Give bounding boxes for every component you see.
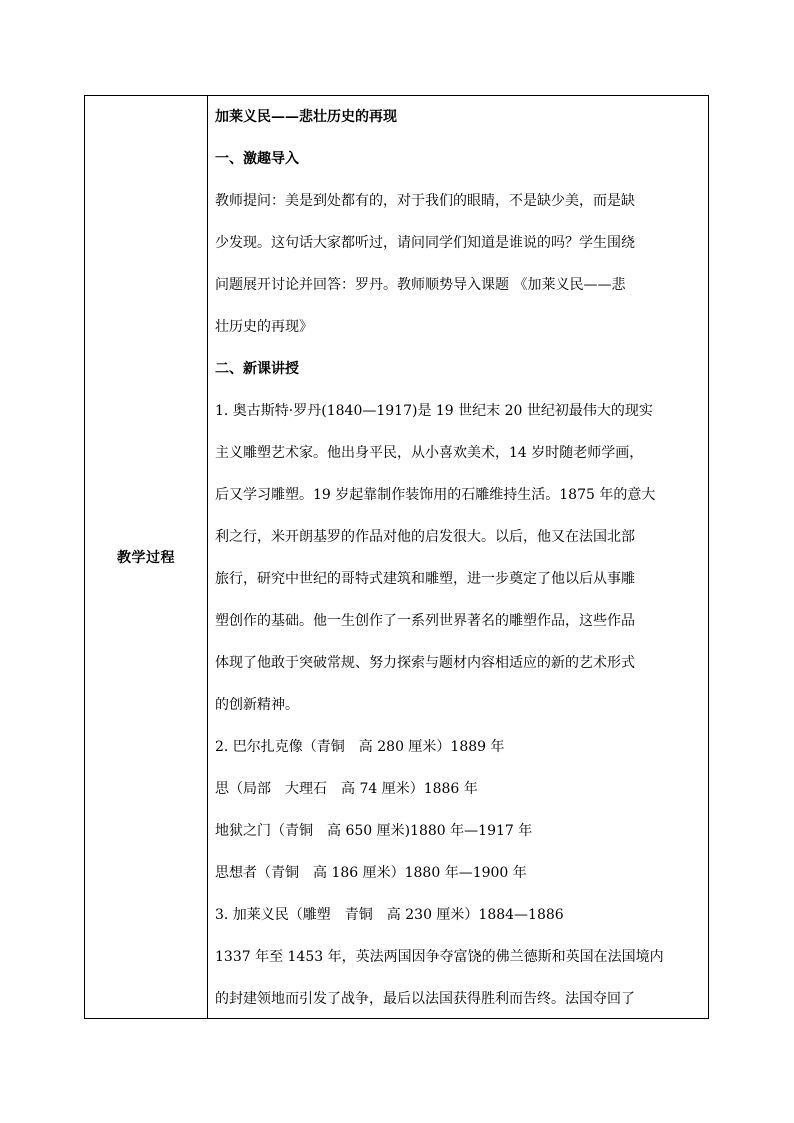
- artwork-item: 思（局部 大理石 高 74 厘米）1886 年: [215, 781, 478, 797]
- item3-line: 的封建领地而引发了战争，最后以法国获得胜利而告终。法国夺回了: [215, 991, 635, 1007]
- item1-line: 利之行，米开朗基罗的作品对他的启发很大。以后，他又在法国北部: [215, 529, 635, 545]
- intro-line: 教师提问：美是到处都有的，对于我们的眼睛，不是缺少美，而是缺: [215, 193, 635, 209]
- item1-line: 1. 奥古斯特·罗丹(1840—1917)是 19 世纪末 20 世纪初最伟大的现实: [215, 403, 653, 419]
- row-label: 教学过程: [117, 550, 175, 566]
- item1-line: 后又学习雕塑。19 岁起靠制作装饰用的石雕维持生活。1875 年的意大: [215, 487, 656, 503]
- intro-line: 少发现。这句话大家都听过，请问同学们知道是谁说的吗？学生围绕: [215, 235, 635, 251]
- intro-line: 壮历史的再现》: [215, 319, 313, 335]
- intro-line: 问题展开讨论并回答：罗丹。教师顺势导入课题 《加莱义民——悲: [215, 277, 626, 293]
- artwork-item: 地狱之门（青铜 高 650 厘米)1880 年—1917 年: [215, 823, 533, 839]
- item1-line: 的创新精神。: [215, 697, 299, 713]
- section-heading-intro: 一、激趣导入: [215, 151, 299, 167]
- artwork-item: 2. 巴尔扎克像（青铜 高 280 厘米）1889 年: [215, 739, 505, 755]
- section-heading-new-lesson: 二、新课讲授: [215, 361, 299, 377]
- item1-line: 旅行，研究中世纪的哥特式建筑和雕塑，进一步奠定了他以后从事雕: [215, 571, 635, 587]
- item1-line: 塑创作的基础。他一生创作了一系列世界著名的雕塑作品，这些作品: [215, 613, 635, 629]
- item1-line: 主义雕塑艺术家。他出身平民，从小喜欢美术，14 岁时随老师学画，: [215, 445, 644, 461]
- artwork-item: 思想者（青铜 高 186 厘米）1880 年—1900 年: [215, 865, 527, 881]
- row-label-cell: [85, 96, 208, 1018]
- item1-line: 体现了他敢于突破常规、努力探索与题材内容相适应的新的艺术形式: [215, 655, 635, 671]
- item3-line: 3. 加莱义民（雕塑 青铜 高 230 厘米）1884—1886: [215, 907, 564, 923]
- lesson-title: 加莱义民——悲壮历史的再现: [215, 109, 397, 125]
- item3-line: 1337 年至 1453 年，英法两国因争夺富饶的佛兰德斯和英国在法国境内: [215, 949, 664, 965]
